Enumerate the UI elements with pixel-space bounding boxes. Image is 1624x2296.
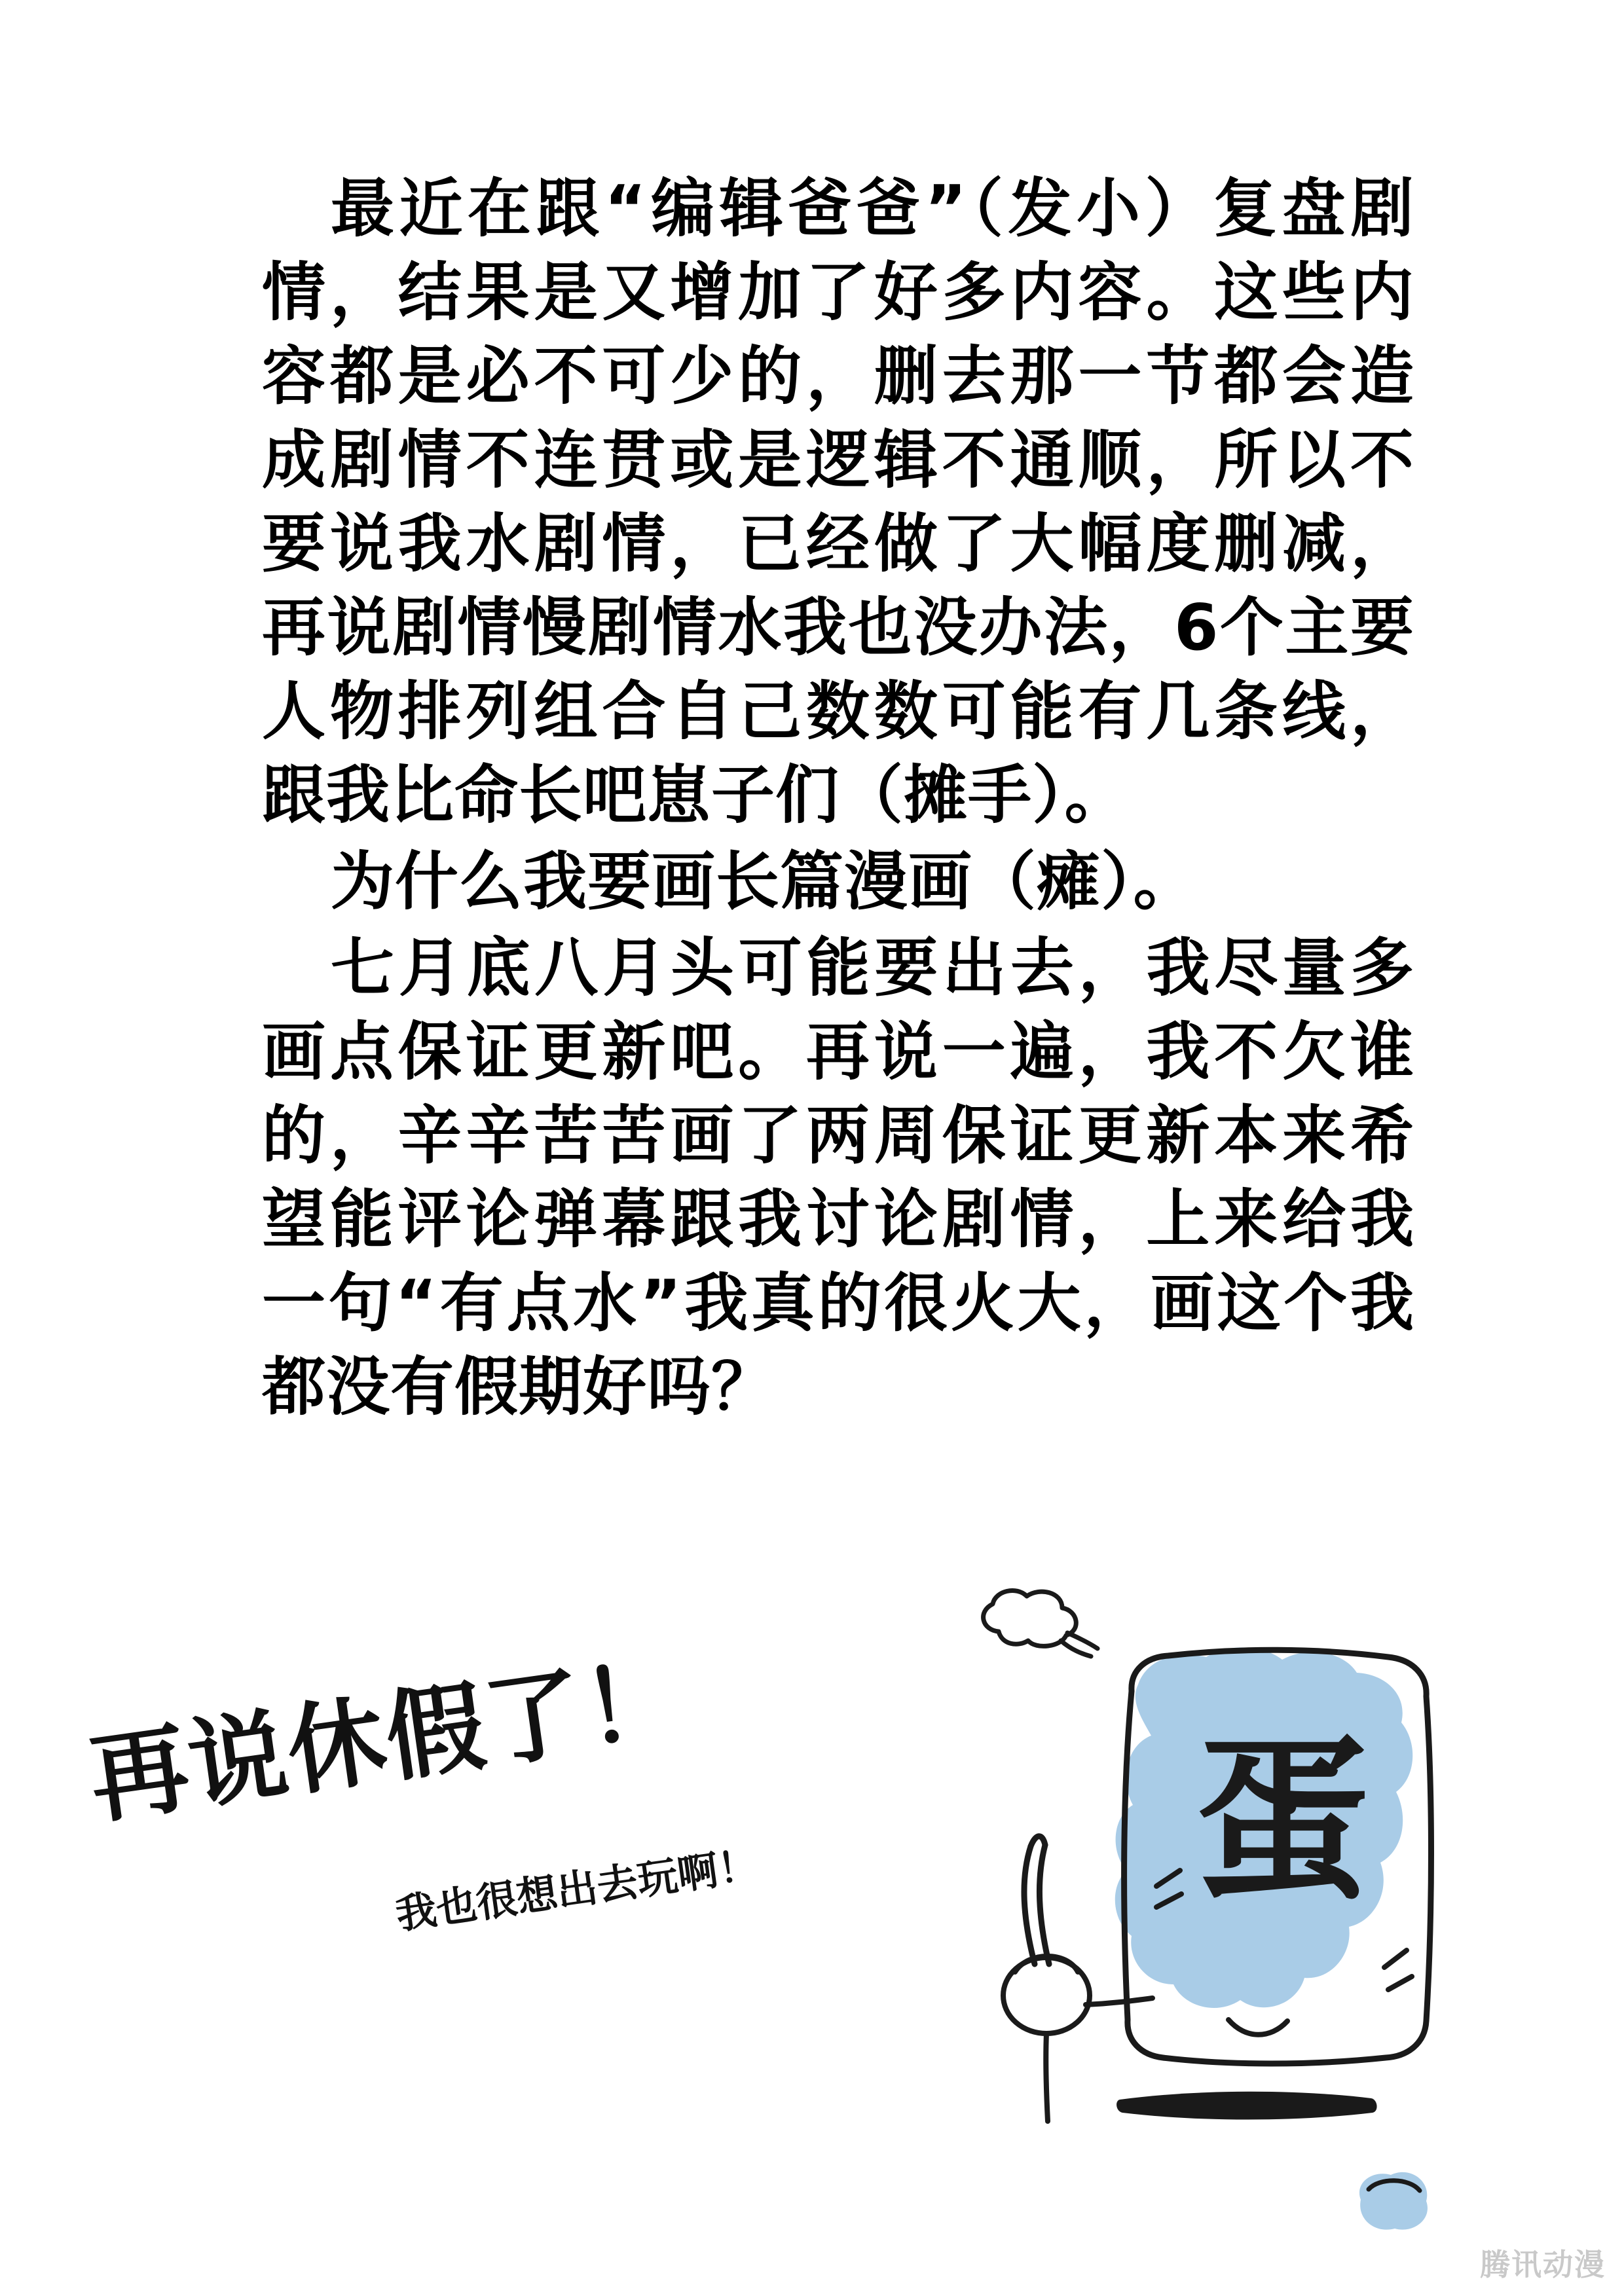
- note-paragraph-3: 七月底八月头可能要出去，我尽量多画点保证更新吧。再说一遍，我不欠谁的，辛辛苦苦画了两周保证更新本来希望能评论弹幕跟我讨论剧情，上来给我一句“有点水”我真的很火大，画这个我都没有假期好吗？: [262, 931, 1414, 1424]
- illustration-headline: 再说休假了！: [83, 1641, 691, 1838]
- blob-sign: [1100, 1614, 1467, 2138]
- illustration-area: [0, 1584, 1624, 2296]
- note-paragraph-2: 为什么我要画长篇漫画（瘫）。: [331, 845, 1198, 919]
- blob-foot: [1349, 2160, 1441, 2239]
- illustration-subline: 我也很想出去玩啊！: [392, 1840, 762, 1939]
- sign-character: 蛋: [1194, 1720, 1370, 1924]
- author-note-block: [262, 167, 1414, 1432]
- watermark: 腾讯动漫: [1480, 2247, 1606, 2282]
- note-paragraph-1: 最近在跟“编辑爸爸”（发小）复盘剧情，结果是又增加了好多内容。这些内容都是必不可少的，删去那一节都会造成剧情不连贯或是逻辑不通顺，所以不要说我水剧情，已经做了大幅度删减，再说剧情慢剧情水我也没办法，6个主要人物排列组合自己数数可能有几条线，跟我比命长吧崽子们（摊手）。: [262, 172, 1414, 832]
